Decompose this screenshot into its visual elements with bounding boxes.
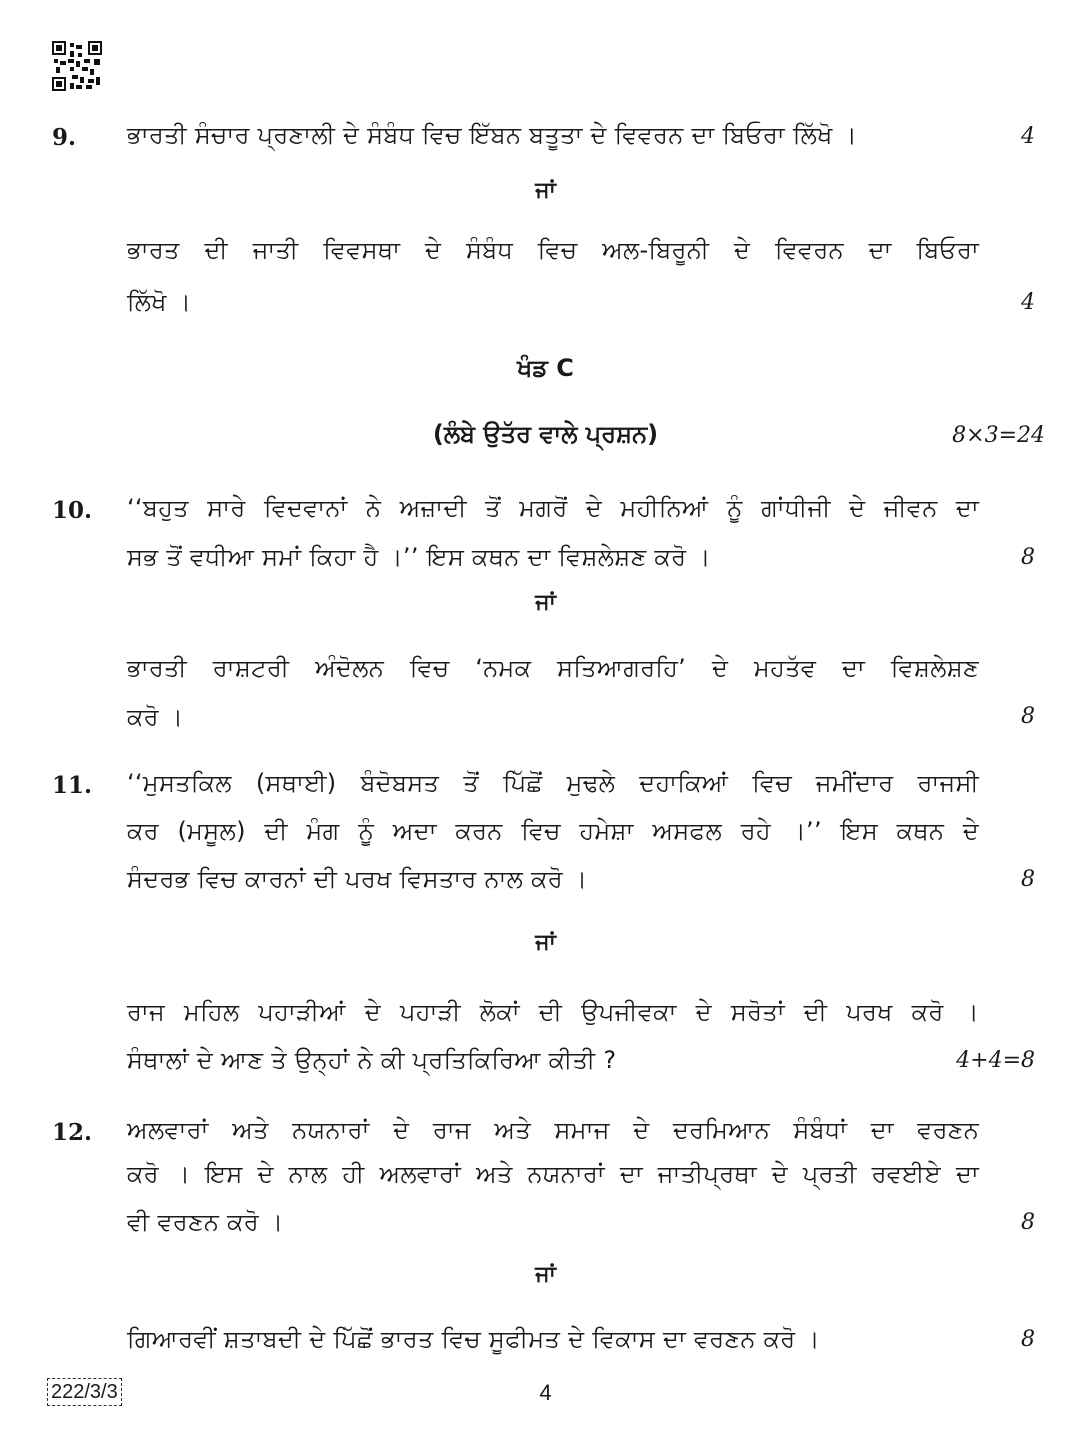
- page-number: 4: [539, 1380, 552, 1405]
- question-marks: 8: [1021, 1210, 1035, 1235]
- question-text: ਸਭ ਤੋਂ ਵਧੀਆ ਸਮਾਂ ਕਿਹਾ ਹੈ ।’’ ਇਸ ਕਥਨ ਦਾ ਵਿਸ਼ਲੇਸ਼ਣ ਕਰੋ ।: [127, 543, 711, 571]
- question-text: ਵੀ ਵਰਣਨ ਕਰੋ ।: [127, 1208, 284, 1236]
- alternative-text: ਕਰੋ ।: [127, 703, 184, 731]
- or-label: ਜਾਂ: [535, 930, 556, 955]
- or-label: ਜਾਂ: [535, 178, 556, 203]
- question-text: ਕਰ (ਮਸੂਲ) ਦੀ ਮੰਗ ਨੂੰ ਅਦਾ ਕਰਨ ਵਿਚ ਹਮੇਸ਼ਾ ਅਸਫਲ ਰਹੇ ।’’ ਇਸ ਕਥਨ ਦੇ: [127, 817, 979, 845]
- section-title: ਖੰਡ C: [517, 354, 574, 382]
- qr-code-icon: [52, 41, 102, 91]
- question-text: ਅਲਵਾਰਾਂ ਅਤੇ ਨਯਨਾਰਾਂ ਦੇ ਰਾਜ ਅਤੇ ਸਮਾਜ ਦੇ ਦਰਮਿਆਨ ਸੰਬੰਧਾਂ ਦਾ ਵਰਣਨ: [127, 1116, 979, 1144]
- or-label: ਜਾਂ: [535, 1262, 556, 1287]
- or-label: ਜਾਂ: [535, 590, 556, 615]
- alternative-marks: 4: [1021, 290, 1035, 315]
- question-marks: 4: [1021, 124, 1035, 149]
- question-number: 10.: [52, 497, 93, 524]
- question-number: 9.: [52, 124, 77, 151]
- question-marks: 8: [1021, 867, 1035, 892]
- question-number: 12.: [52, 1119, 93, 1146]
- question-number: 11.: [52, 772, 93, 799]
- question-text: ‘‘ਬਹੁਤ ਸਾਰੇ ਵਿਦਵਾਨਾਂ ਨੇ ਅਜ਼ਾਦੀ ਤੋਂ ਮਗਰੋਂ ਦੇ ਮਹੀਨਿਆਂ ਨੂੰ ਗਾਂਧੀਜੀ ਦੇ ਜੀਵਨ ਦਾ: [127, 494, 979, 522]
- alternative-text: ਭਾਰਤੀ ਰਾਸ਼ਟਰੀ ਅੰਦੋਲਨ ਵਿਚ ‘ਨਮਕ ਸਤਿਆਗਰਹਿ’ ਦੇ ਮਹਤੱਵ ਦਾ ਵਿਸ਼ਲੇਸ਼ਣ: [127, 654, 979, 682]
- question-text: ਭਾਰਤੀ ਸੰਚਾਰ ਪ੍ਰਣਾਲੀ ਦੇ ਸੰਬੰਧ ਵਿਚ ਇੱਬਨ ਬਤੂਤਾ ਦੇ ਵਿਵਰਨ ਦਾ ਬਿਓਰਾ ਲਿੱਖੋ ।: [127, 121, 858, 149]
- alternative-text: ਸੰਥਾਲਾਂ ਦੇ ਆਣ ਤੇ ਉਨ੍ਹਾਂ ਨੇ ਕੀ ਪ੍ਰਤਿਕਿਰਿਆ ਕੀਤੀ ?: [127, 1046, 617, 1074]
- question-marks: 8: [1021, 545, 1035, 570]
- question-text: ‘‘ਮੁਸਤਕਿਲ (ਸਥਾਈ) ਬੰਦੋਬਸਤ ਤੋਂ ਪਿੱਛੋਂ ਮੁਢਲੇ ਦਹਾਕਿਆਂ ਵਿਚ ਜਮੀਂਦਾਰ ਰਾਜਸੀ: [127, 769, 979, 797]
- alternative-text: ਭਾਰਤ ਦੀ ਜਾਤੀ ਵਿਵਸਥਾ ਦੇ ਸੰਬੰਧ ਵਿਚ ਅਲ-ਬਿਰੂਨੀ ਦੇ ਵਿਵਰਨ ਦਾ ਬਿਓਰਾ: [127, 236, 979, 264]
- alternative-text: ਗਿਆਰਵੀਂ ਸ਼ਤਾਬਦੀ ਦੇ ਪਿੱਛੋਂ ਭਾਰਤ ਵਿਚ ਸੂਫੀਮਤ ਦੇ ਵਿਕਾਸ ਦਾ ਵਰਣਨ ਕਰੋ ।: [127, 1325, 820, 1353]
- alternative-text: ਰਾਜ ਮਹਿਲ ਪਹਾੜੀਆਂ ਦੇ ਪਹਾੜੀ ਲੋਕਾਂ ਦੀ ਉਪਜੀਵਕਾ ਦੇ ਸਰੋਤਾਂ ਦੀ ਪਰਖ ਕਰੋ ।: [127, 998, 979, 1026]
- alternative-marks: 4+4=8: [956, 1048, 1035, 1073]
- section-marks-scheme: 8×3=24: [952, 423, 1045, 448]
- alternative-marks: 8: [1021, 704, 1035, 729]
- paper-code: 222/3/3: [47, 1378, 122, 1406]
- question-text: ਸੰਦਰਭ ਵਿਚ ਕਾਰਨਾਂ ਦੀ ਪਰਖ ਵਿਸਤਾਰ ਨਾਲ ਕਰੋ ।: [127, 865, 588, 893]
- alternative-marks: 8: [1021, 1327, 1035, 1352]
- section-subtitle: (ਲੰਬੇ ਉਤੱਰ ਵਾਲੇ ਪ੍ਰਸ਼ਨ): [432, 420, 659, 448]
- question-text: ਕਰੋ । ਇਸ ਦੇ ਨਾਲ ਹੀ ਅਲਵਾਰਾਂ ਅਤੇ ਨਯਨਾਰਾਂ ਦਾ ਜਾਤੀਪ੍ਰਥਾ ਦੇ ਪ੍ਰਤੀ ਰਵਈਏ ਦਾ: [127, 1160, 979, 1188]
- alternative-text: ਲਿੱਖੋ ।: [127, 288, 192, 316]
